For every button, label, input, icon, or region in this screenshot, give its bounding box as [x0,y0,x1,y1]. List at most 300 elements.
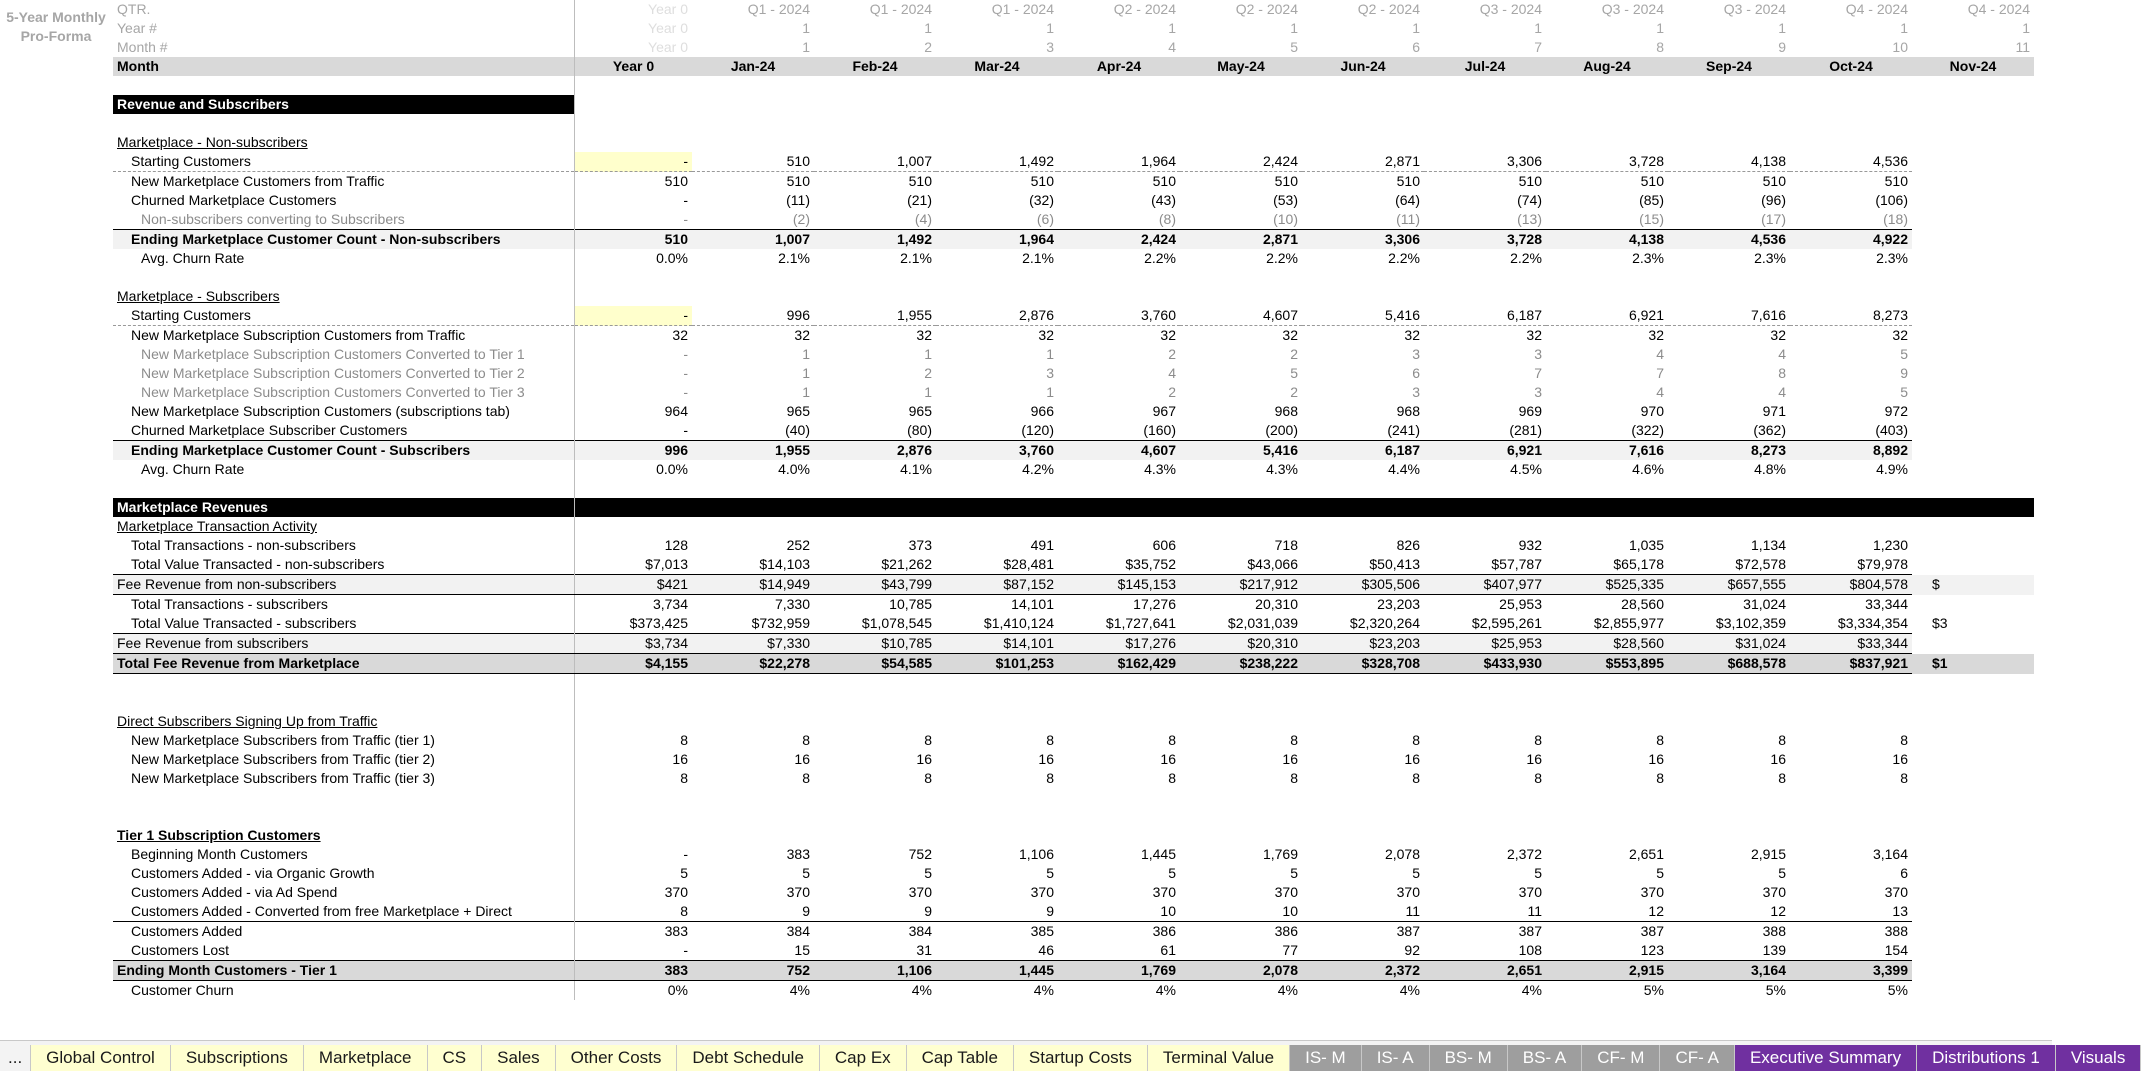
value-cell[interactable]: 383 [786,846,810,862]
value-cell[interactable]: $7,330 [692,634,814,654]
value-cell[interactable]: 2.3% [1632,250,1664,266]
row-label[interactable] [113,883,575,902]
value-cell[interactable]: 4.4% [1388,461,1420,477]
value-cell[interactable]: 32 [1648,327,1664,343]
value-cell[interactable] [814,287,936,306]
value-cell[interactable]: 252 [786,537,810,553]
value-cell[interactable]: 32 [1892,327,1908,343]
value-cell[interactable]: 32 [1160,327,1176,343]
sheet-tab-distributions-1[interactable]: Distributions 1 [1917,1045,2056,1071]
value-cell[interactable]: 1 [802,384,810,400]
row-label[interactable] [113,249,575,268]
overflow-cell[interactable]: $ [1912,575,2034,595]
value-cell[interactable] [1546,674,1668,694]
value-cell[interactable]: 3,164 [1872,846,1908,862]
value-cell[interactable]: 970 [1640,403,1664,419]
overflow-cell[interactable] [1912,922,2034,942]
value-cell[interactable] [1668,826,1790,845]
value-cell[interactable]: (362) [1753,422,1786,438]
value-cell[interactable] [1790,76,1912,95]
value-cell[interactable]: 4.6% [1632,461,1664,477]
value-cell[interactable]: $3,734 [575,634,693,654]
value-cell[interactable]: 6 [1900,865,1908,881]
value-cell[interactable]: 6,187 [1424,306,1546,326]
value-cell[interactable]: (6) [1036,211,1054,227]
row-label[interactable] [113,287,575,306]
value-cell[interactable] [1790,114,1912,133]
value-cell[interactable] [936,826,1058,845]
sheet-tab-is-m[interactable]: IS- M [1290,1045,1362,1071]
header-cell[interactable]: 1 [1290,20,1298,36]
value-cell[interactable]: $421 [575,575,693,595]
value-cell[interactable]: $57,787 [1491,556,1542,572]
header-cell[interactable]: Q4 - 2024 [1967,1,2030,17]
value-cell[interactable]: 4.0% [778,461,810,477]
value-cell[interactable] [575,268,693,287]
overflow-cell[interactable] [1912,268,2034,287]
value-cell[interactable] [1302,268,1424,287]
value-cell[interactable]: 5% [1643,982,1664,998]
value-cell[interactable]: 3,760 [936,441,1058,461]
overflow-cell[interactable] [1912,249,2034,268]
value-cell[interactable]: 2 [1290,346,1298,362]
row-label[interactable] [113,364,575,383]
value-cell[interactable]: 2.1% [778,250,810,266]
value-cell[interactable]: 16 [916,751,932,767]
value-cell[interactable]: 20,310 [1255,596,1298,612]
value-cell[interactable]: 971 [1762,403,1786,419]
overflow-cell[interactable] [1912,114,2034,133]
value-cell[interactable] [1790,517,1912,536]
value-cell[interactable]: 4,536 [1790,152,1912,172]
overflow-cell[interactable] [1912,595,2034,615]
value-cell[interactable] [1668,114,1790,133]
value-cell[interactable]: 5 [1290,865,1298,881]
value-cell[interactable]: (281) [1509,422,1542,438]
value-cell[interactable] [814,498,936,517]
value-cell[interactable]: 996 [692,306,814,326]
value-cell[interactable]: 965 [786,403,810,419]
value-cell[interactable] [1424,712,1546,731]
value-cell[interactable]: 2,876 [936,306,1058,326]
row-label[interactable] [113,230,575,250]
value-cell[interactable]: 8 [1656,732,1664,748]
value-cell[interactable]: 5 [1900,384,1908,400]
header-cell[interactable]: 9 [1778,39,1786,55]
value-cell[interactable]: 5 [1168,865,1176,881]
overflow-cell[interactable] [1912,769,2034,788]
value-cell[interactable] [1790,807,1912,826]
row-label[interactable] [113,345,575,364]
header-cell[interactable]: Q3 - 2024 [1723,1,1786,17]
row-label[interactable] [113,114,575,133]
header-cell[interactable]: Q2 - 2024 [1235,1,1298,17]
value-cell[interactable]: 5 [1778,865,1786,881]
header-cell[interactable]: Q1 - 2024 [747,1,810,17]
overflow-cell[interactable] [1912,498,2034,517]
value-cell[interactable]: 77 [1282,942,1298,958]
value-cell[interactable]: 2.1% [1022,250,1054,266]
value-cell[interactable] [1546,95,1668,114]
value-cell[interactable] [1302,114,1424,133]
value-cell[interactable]: 10 [1160,903,1176,919]
value-cell[interactable]: (322) [1631,422,1664,438]
value-cell[interactable] [1180,287,1302,306]
header-cell[interactable]: Feb-24 [814,57,936,76]
value-cell[interactable] [936,133,1058,152]
value-cell[interactable]: 1,955 [814,306,936,326]
value-cell[interactable] [1302,133,1424,152]
value-cell[interactable] [692,114,814,133]
value-cell[interactable]: 16 [1648,751,1664,767]
value-cell[interactable]: 8 [924,770,932,786]
value-cell[interactable] [936,712,1058,731]
value-cell[interactable] [936,807,1058,826]
value-cell[interactable]: $50,413 [1369,556,1420,572]
value-cell[interactable] [1668,807,1790,826]
value-cell[interactable] [1058,826,1180,845]
header-cell[interactable]: Jul-24 [1424,57,1546,76]
header-cell[interactable]: Apr-24 [1058,57,1180,76]
value-cell[interactable]: 5 [1534,865,1542,881]
value-cell[interactable]: 17,276 [1133,596,1176,612]
value-cell[interactable] [575,95,693,114]
row-label[interactable] [113,306,575,326]
value-cell[interactable]: 510 [786,173,810,189]
value-cell[interactable]: 826 [1396,537,1420,553]
value-cell[interactable]: 23,203 [1377,596,1420,612]
value-cell[interactable]: $3,334,354 [1837,615,1908,631]
value-cell[interactable] [1424,693,1546,712]
value-cell[interactable] [692,479,814,498]
overflow-cell[interactable] [1912,76,2034,95]
value-cell[interactable]: 386 [1180,922,1302,942]
value-cell[interactable]: $43,799 [814,575,936,595]
value-cell[interactable]: $373,425 [629,615,688,631]
value-cell[interactable]: 13 [1892,903,1908,919]
value-cell[interactable] [1302,479,1424,498]
sheet-tab-subscriptions[interactable]: Subscriptions [171,1045,304,1071]
header-cell[interactable]: Mar-24 [936,57,1058,76]
value-cell[interactable] [1546,712,1668,731]
value-cell[interactable]: 16 [1770,751,1786,767]
value-cell[interactable]: 510 [1640,173,1664,189]
value-cell[interactable]: 3,399 [1790,961,1912,981]
value-cell[interactable] [1302,674,1424,694]
value-cell[interactable]: 8 [1290,732,1298,748]
header-cell[interactable]: Q1 - 2024 [991,1,1054,17]
value-cell[interactable] [575,287,693,306]
header-cell[interactable]: 11 [2015,39,2030,55]
row-label[interactable]: Month [113,57,575,76]
value-cell[interactable] [936,479,1058,498]
value-cell[interactable] [936,114,1058,133]
header-cell[interactable]: 2 [924,39,932,55]
value-cell[interactable]: 2,871 [1180,230,1302,250]
header-cell[interactable]: 1 [1778,20,1786,36]
value-cell[interactable]: (18) [1883,211,1908,227]
value-cell[interactable]: $72,578 [1735,556,1786,572]
value-cell[interactable]: (4) [914,211,932,227]
value-cell[interactable]: $162,429 [1058,654,1180,674]
sheet-tab-bs-a[interactable]: BS- A [1508,1045,1582,1071]
value-cell[interactable]: 510 [1518,173,1542,189]
value-cell[interactable]: 3,306 [1424,152,1546,172]
value-cell[interactable]: 1,007 [814,152,936,172]
value-cell[interactable]: 4% [1155,982,1176,998]
value-cell[interactable]: 718 [1274,537,1298,553]
value-cell[interactable]: 1,769 [1262,846,1298,862]
value-cell[interactable]: 2,372 [1302,961,1424,981]
header-cell[interactable]: 1 [1046,20,1054,36]
value-cell[interactable]: (40) [785,422,810,438]
header-cell[interactable]: Nov-24 [1912,57,2034,76]
header-cell[interactable]: Year 0 [648,1,688,17]
value-cell[interactable]: 9 [924,903,932,919]
value-cell[interactable]: 8 [802,770,810,786]
value-cell[interactable] [1546,807,1668,826]
value-cell[interactable] [692,95,814,114]
header-cell[interactable]: Aug-24 [1546,57,1668,76]
value-cell[interactable]: (241) [1387,422,1420,438]
value-cell[interactable] [814,674,936,694]
value-cell[interactable]: $2,320,264 [1349,615,1420,631]
value-cell[interactable]: (96) [1761,192,1786,208]
value-cell[interactable] [1302,95,1424,114]
value-cell[interactable] [1668,674,1790,694]
value-cell[interactable] [1668,95,1790,114]
value-cell[interactable]: 370 [1518,884,1542,900]
value-cell[interactable]: 2,651 [1628,846,1664,862]
value-cell[interactable]: 4% [1033,982,1054,998]
header-cell[interactable]: 7 [1534,39,1542,55]
overflow-cell[interactable] [1912,845,2034,864]
value-cell[interactable] [1424,268,1546,287]
value-cell[interactable]: 388 [1790,922,1912,942]
value-cell[interactable] [1668,268,1790,287]
value-cell[interactable]: 3,164 [1668,961,1790,981]
overflow-cell[interactable] [1912,345,2034,364]
value-cell[interactable] [575,674,693,694]
overflow-cell[interactable] [1912,479,2034,498]
header-cell[interactable]: Year 0 [575,57,693,76]
row-label[interactable] [113,133,575,152]
value-cell[interactable]: 965 [908,403,932,419]
value-cell[interactable]: 4 [1656,384,1664,400]
value-cell[interactable]: (8) [1158,211,1176,227]
value-cell[interactable]: $217,912 [1180,575,1302,595]
row-label[interactable] [113,498,575,517]
value-cell[interactable]: $23,203 [1302,634,1424,654]
value-cell[interactable] [1180,95,1302,114]
value-cell[interactable] [1180,498,1302,517]
header-cell[interactable]: 1 [1656,20,1664,36]
value-cell[interactable] [1424,826,1546,845]
value-cell[interactable]: - [683,384,688,400]
value-cell[interactable]: 8 [680,770,688,786]
value-cell[interactable] [575,114,693,133]
value-cell[interactable]: $101,253 [936,654,1058,674]
value-cell[interactable]: 5 [802,865,810,881]
row-label[interactable] [113,712,575,731]
value-cell[interactable] [692,693,814,712]
value-cell[interactable]: $238,222 [1180,654,1302,674]
value-cell[interactable]: $688,578 [1668,654,1790,674]
value-cell[interactable] [1058,76,1180,95]
value-cell[interactable] [692,826,814,845]
value-cell[interactable] [692,788,814,807]
value-cell[interactable]: 4.3% [1144,461,1176,477]
value-cell[interactable]: 32 [1404,327,1420,343]
overflow-cell[interactable] [1912,941,2034,961]
value-cell[interactable]: 384 [692,922,814,942]
overflow-cell[interactable] [1912,634,2034,654]
value-cell[interactable] [1668,133,1790,152]
value-cell[interactable] [1058,498,1180,517]
value-cell[interactable]: 2 [1168,384,1176,400]
value-cell[interactable]: 11 [1527,903,1542,919]
value-cell[interactable] [1546,114,1668,133]
value-cell[interactable] [814,268,936,287]
value-cell[interactable]: 16 [1526,751,1542,767]
value-cell[interactable]: 2,915 [1546,961,1668,981]
value-cell[interactable] [575,826,693,845]
value-cell[interactable]: 32 [916,327,932,343]
header-cell[interactable]: Q1 - 2024 [869,1,932,17]
value-cell[interactable] [575,517,693,536]
row-label[interactable] [113,479,575,498]
row-label[interactable] [113,95,575,114]
value-cell[interactable]: 92 [1404,942,1420,958]
value-cell[interactable]: 15 [794,942,810,958]
row-label[interactable] [113,402,575,421]
value-cell[interactable]: 1,106 [814,961,936,981]
value-cell[interactable] [1058,95,1180,114]
row-label[interactable] [113,674,575,694]
value-cell[interactable]: 3 [1534,346,1542,362]
value-cell[interactable]: 2,915 [1750,846,1786,862]
header-cell[interactable]: Year 0 [648,20,688,36]
value-cell[interactable]: 967 [1152,403,1176,419]
value-cell[interactable]: 4,607 [1058,441,1180,461]
overflow-cell[interactable] [1912,441,2034,461]
value-cell[interactable]: 606 [1152,537,1176,553]
value-cell[interactable]: $14,103 [759,556,810,572]
value-cell[interactable] [1302,76,1424,95]
overflow-cell[interactable] [1912,555,2034,575]
value-cell[interactable]: 8 [1656,770,1664,786]
value-cell[interactable]: 510 [1274,173,1298,189]
row-label[interactable] [113,941,575,961]
value-cell[interactable]: 2,424 [1058,230,1180,250]
value-cell[interactable]: 4,922 [1790,230,1912,250]
row-label[interactable] [113,536,575,555]
value-cell[interactable]: 966 [1030,403,1054,419]
value-cell[interactable]: 10 [1282,903,1298,919]
value-cell[interactable]: 510 [1152,173,1176,189]
value-cell[interactable]: $79,978 [1857,556,1908,572]
value-cell[interactable]: 2.3% [1754,250,1786,266]
value-cell[interactable] [1424,517,1546,536]
row-label[interactable]: QTR. [113,0,575,19]
value-cell[interactable]: $3,102,359 [1715,615,1786,631]
value-cell[interactable]: 2,871 [1302,152,1424,172]
value-cell[interactable]: 1 [802,346,810,362]
row-label[interactable] [113,654,575,674]
value-cell[interactable]: 16 [1282,751,1298,767]
value-cell[interactable]: 8 [1046,770,1054,786]
value-cell[interactable]: (403) [1875,422,1908,438]
value-cell[interactable] [1546,693,1668,712]
value-cell[interactable]: 7,330 [774,596,810,612]
value-cell[interactable]: 32 [672,327,688,343]
overflow-cell[interactable] [1912,326,2034,346]
sheet-tab-cf-a[interactable]: CF- A [1660,1045,1734,1071]
value-cell[interactable]: 1,007 [692,230,814,250]
value-cell[interactable] [1424,788,1546,807]
value-cell[interactable]: (11) [1396,211,1420,227]
overflow-cell[interactable] [1912,133,2034,152]
value-cell[interactable] [1302,788,1424,807]
value-cell[interactable]: 968 [1274,403,1298,419]
value-cell[interactable]: (85) [1639,192,1664,208]
value-cell[interactable]: 0.0% [656,461,688,477]
value-cell[interactable] [1180,712,1302,731]
value-cell[interactable]: 4 [1168,365,1176,381]
value-cell[interactable]: 32 [1526,327,1542,343]
value-cell[interactable] [1058,133,1180,152]
value-cell[interactable] [1546,133,1668,152]
value-cell[interactable]: 1 [924,346,932,362]
value-cell[interactable] [936,95,1058,114]
value-cell[interactable]: 8,273 [1668,441,1790,461]
value-cell[interactable]: 16 [1892,751,1908,767]
value-cell[interactable]: 1,492 [936,152,1058,172]
value-cell[interactable] [1058,788,1180,807]
value-cell[interactable] [575,788,693,807]
value-cell[interactable] [814,807,936,826]
value-cell[interactable]: 0.0% [656,250,688,266]
header-cell[interactable]: 1 [2022,20,2030,36]
value-cell[interactable]: 5 [1656,865,1664,881]
header-cell[interactable]: 5 [1290,39,1298,55]
value-cell[interactable]: $2,595,261 [1471,615,1542,631]
overflow-cell[interactable] [1912,826,2034,845]
value-cell[interactable]: (32) [1029,192,1054,208]
value-cell[interactable] [1546,287,1668,306]
value-cell[interactable]: 8 [1412,732,1420,748]
value-cell[interactable]: 8 [802,732,810,748]
overflow-cell[interactable] [1912,230,2034,250]
value-cell[interactable] [575,498,693,517]
value-cell[interactable]: 1,964 [936,230,1058,250]
value-cell[interactable]: (10) [1273,211,1298,227]
value-cell[interactable]: 385 [936,922,1058,942]
value-cell[interactable]: 510 [1030,173,1054,189]
overflow-cell[interactable] [1912,536,2034,555]
value-cell[interactable] [1180,826,1302,845]
value-cell[interactable] [575,712,693,731]
value-cell[interactable]: 7 [1656,365,1664,381]
row-label[interactable] [113,172,575,192]
row-label[interactable] [113,326,575,346]
value-cell[interactable]: 5 [924,865,932,881]
value-cell[interactable] [1546,788,1668,807]
value-cell[interactable]: 1,134 [1750,537,1786,553]
value-cell[interactable]: 4% [1521,982,1542,998]
value-cell[interactable]: 8 [1168,732,1176,748]
value-cell[interactable]: 28,560 [1621,596,1664,612]
